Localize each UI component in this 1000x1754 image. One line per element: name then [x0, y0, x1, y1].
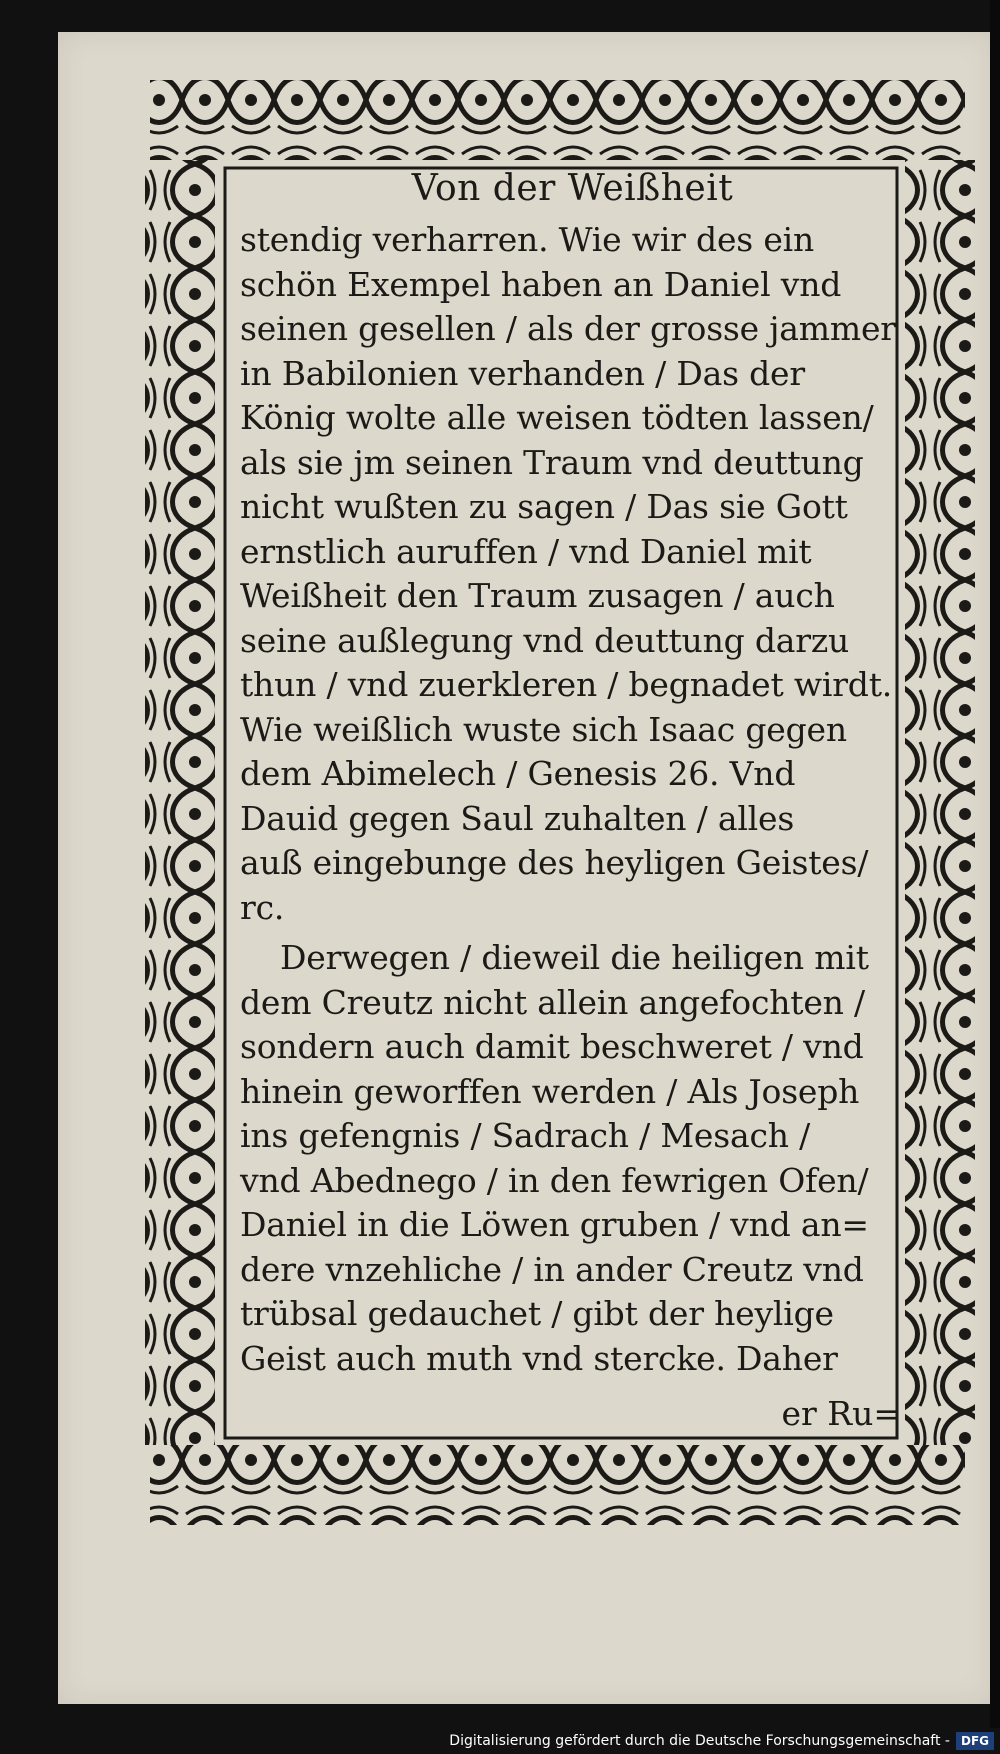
text-line: in Babilonien verhanden / Das der [240, 353, 805, 393]
text-line: Derwegen / dieweil die heiligen mit [280, 938, 869, 977]
text-line: seine außlegung vnd deuttung darzu [240, 620, 850, 660]
text-line: auß eingebunge des heyligen Geistes/ [240, 843, 869, 882]
footer-text: Digitalisierung gefördert durch die Deutsche Forschungsgemeinschaft - [449, 1733, 950, 1749]
text-line: Dauid gegen Saul zuhalten / alles [240, 798, 795, 838]
text-line: schön Exempel haben an Daniel vnd [240, 264, 842, 304]
text-line: als sie jm seinen Traum vnd deuttung [240, 442, 864, 482]
digitization-footer [0, 1728, 1000, 1754]
scan-edge [990, 0, 1000, 1754]
text-line: ins gefengnis / Sadrach / Mesach / [240, 1116, 811, 1155]
text-line: König wolte alle weisen tödten lassen/ [240, 398, 874, 437]
text-line: trübsal gedauchet / gibt der heylige [240, 1294, 834, 1333]
text-line: dere vnzehliche / in ander Creutz vnd [240, 1249, 864, 1289]
text-line: thun / vnd zuerkleren / begnadet wirdt. [240, 665, 893, 704]
text-line: dem Abimelech / Genesis 26. Vnd [240, 754, 796, 793]
text-line: dem Creutz nicht allein angefochten / [240, 982, 865, 1022]
text-line: hinein geworffen werden / Als Joseph [240, 1071, 860, 1111]
running-head: Von der Weißheit [411, 168, 734, 209]
text-line: rc. [240, 887, 285, 927]
text-line: ernstlich auruffen / vnd Daniel mit [240, 531, 812, 571]
catchword: er Ru= [781, 1394, 901, 1433]
text-block [240, 168, 905, 1433]
text-line: sondern auch damit beschweret / vnd [240, 1027, 864, 1066]
text-line: stendig verharren. Wie wir des ein [240, 220, 815, 259]
text-line: nicht wußten zu sagen / Das sie Gott [240, 487, 848, 526]
text-line: vnd Abednego / in den fewrigen Ofen/ [240, 1160, 869, 1200]
dfg-logo-icon: DFG [956, 1732, 994, 1750]
text-line: Weißheit den Traum zusagen / auch [240, 576, 835, 615]
text-line: Geist auch muth vnd stercke. Daher [240, 1338, 838, 1378]
text-line: Daniel in die Löwen gruben / vnd an= [240, 1205, 869, 1244]
text-line: seinen gesellen / als der grosse jammer [240, 309, 896, 348]
text-line: Wie weißlich wuste sich Isaac gegen [240, 709, 847, 749]
